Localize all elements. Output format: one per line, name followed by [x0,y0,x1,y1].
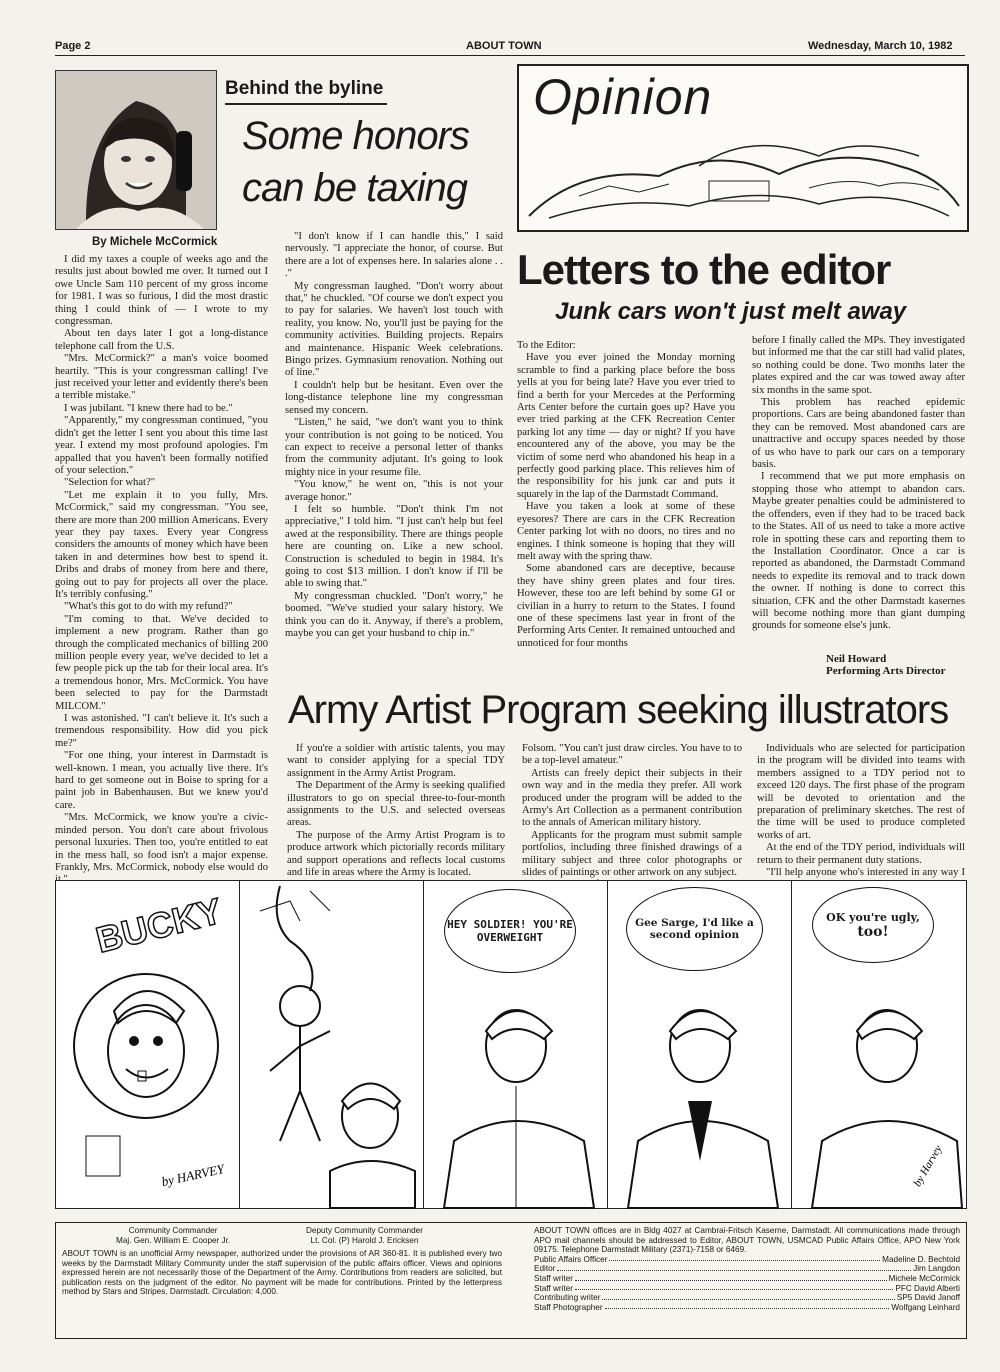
army-text-col2 [522,743,742,879]
staff-role: Staff writer [534,1273,573,1283]
letters-headline: Letters to the editor [517,246,891,293]
disclaimer: ABOUT TOWN is an unofficial Army newspaper, authorized under the provisions of AR 360-81. It is published every two weeks by the Darmstadt Military Community under the staff supervision of the public affairs officer. Views and opinions expressed herein are not necessarily those of the Department of the Army. Contributions from readers are solicited, but publication rests on the judgment of the editor. No payment will be made for contributions. Printed by the letterpress method by Stars and Stripes, Darmstadt. Circulation: 4,000. [62,1249,502,1297]
comic-title: BUCKY [91,889,227,961]
byline-text-col2 [285,231,503,681]
paper-title: ABOUT TOWN [466,40,542,52]
author-photo [55,70,217,230]
page-number: Page 2 [55,40,91,52]
headline-line1: Some honors [242,114,469,158]
column-kicker: Behind the byline [225,78,384,99]
paragraph: About ten days later I got a long-distance telephone call from the U.S. [55,328,268,352]
paragraph: Artists can freely depict their subjects in their own way and in the media they prefer. All work produced under the program will be added to the Army's Art Collection as a permanent contribution to the annals of American military history. [522,767,742,829]
staff-name: Wolfgang Leinhard [891,1302,960,1312]
paragraph: "For one thing, your interest in Darmstadt is well-known. I mean, you actually live there. It's hard to get someone out in Boise to spring for a paint job in Babenhausen. But we knew you'd care. [55,750,268,811]
staff-row [534,1303,960,1313]
paragraph: My congressman chuckled. "Don't worry," he boomed. "We've studied your salary history. We think you can do it. Anyway, if there's a problem, maybe you can get your husband to chip in." [285,590,503,639]
paragraph: Folsom. "You can't just draw circles. You have to to be a top-level amateur." [522,743,742,767]
staff-row [534,1274,960,1284]
paragraph: I was jubilant. "I knew there had to be." [64,402,233,414]
paragraph: "Mrs. McCormick?" a man's voice boomed heartily. "This is your congressman calling! I've just received your letter and evidently there's been a terrible mistake." [55,353,268,402]
army-text-col1 [287,743,505,879]
staff-role: Contributing writer [534,1293,601,1303]
artist-signature-2: by Harvey [911,1143,945,1189]
paragraph: At the end of the TDY period, individuals will return to their permanent duty stations. [757,842,965,866]
staff-role: Staff Photographer [534,1302,603,1312]
staff-role: Public Affairs Officer [534,1254,608,1264]
deputy-name: Lt. Col. (P) Harold J. Ericksen [310,1235,419,1245]
paragraph: Have you ever joined the Monday morning scramble to find a parking place before the boss yells at you for being late? Have you ever tried to find a berth for your Mercedes at the Performing Arts Center before the curtain goes up? Have you ever tried parking at the CFK Recreation Center parking lot any time — day or night? If you have encountered any of the above, you may be the victim of some nerd who abandoned his heap in a perfectly good parking place. This relieves him of the responsibility for his junk car and puts it squarely in the lap of the Darmstadt Command. [517,352,735,500]
deputy-commander-block [306,1226,423,1245]
commander-title: Community Commander [128,1226,218,1235]
letter-text-col2 [752,335,965,653]
paragraph: Individuals who are selected for participation in the program will be divided into teams with members assigned to a TDY period not to exceed 120 days. The first phase of the program will be devoted to orientation and the preparation of preliminary sketches. The rest of the time will be used to produce completed works of art. [757,743,965,841]
paragraph: I was astonished. "I can't believe it. It's such a tremendous responsibility. How did you pick me?" [55,713,268,749]
office-address: ABOUT TOWN offices are in Bldg 4027 at Cambrai-Fritsch Kaserne, Darmstadt. All communications made through APO mail channels should be addressed to Editor, ABOUT TOWN, USMCAD Public Affairs Office, APO New York 09175. Telephone Darmstadt Military (2371)-7158 or 6469. [534,1226,960,1255]
comic-panel-2 [239,880,424,1209]
paragraph: My congressman laughed. "Don't worry about that," he chuckled. "Of course we don't expect you to pay for salaries. We haven't lost touch with reality, you know. No, you'll just be paying for the community activities. Building projects. Repairs and maintenance. Hispanic Week celebrations. Bingo prizes. Gymnasium renovation. Nothing out of line." [285,280,503,379]
paragraph: "Selection for what?" [64,477,156,489]
community-commander-block [116,1226,230,1245]
paragraph: "Let me explain it to you fully, Mrs. McCormick," said my congressman. "You see, there are more than 200 million Americans. Every year they pay taxes. Every year Congress considers the amounts of money which have been taken in and determines how best to spend it. Dribs and drabs of money from here and there, going out to pay for projects all over the place. It's terribly confusing." [55,489,268,600]
artist-signature: by HARVEY [160,1161,226,1190]
author-byline: By Michele McCormick [92,236,218,248]
paragraph: "Apparently," my congressman continued, "you didn't get the letter I sent you about this time last year. I extend my most profound apologies. I'm appalled that you haven't been formally notified of your selection." [55,415,268,476]
comic-panel-3 [423,880,608,1209]
paragraph: "I'm coming to that. We've decided to implement a new program. Rather than go through the complicated mechanics of billing 200 million people every year, we've decided to let a few people pick up the tab for their local area. It's a tremendous honor, Mrs. McCormick. You have been selected to pay for the Darmstadt MILCOM." [55,613,268,712]
masthead-footer [55,1222,967,1339]
paragraph: "What's this got to do with my refund?" [64,601,233,613]
paragraph: I recommend that we put more emphasis on stopping those who attempt to abandon cars. Maybe greater penalties could be administered to the offenders, even if they had to be traced back to the States. All of us need to take a more active role in spotting these cars and reporting them to the Installation Coordinator. Once a car is reported as abandoned, the Darmstadt Command needs to expedite its removal and to track down the owner. If nothing is done to correct this situation, CFK and the other Darmstadt kasernes will become nothing more than giant dumping grounds for someone else's junk. [752,471,965,632]
speech-bubble-3-text: OK you're ugly, [826,910,920,924]
army-headline: Army Artist Program seeking illustrators [288,688,949,732]
paragraph: "Mrs. McCormick, we know you're a civic-minded person. You don't care about frivolous personal luxuries. Then too, you're entitled to eat in the mess hall, so food isn't a major expense. Frankly, Mrs. McCormick, nobody else would do [55,812,268,873]
paragraph: Applicants for the program must submit sample portfolios, including three finished drawings of a military subject and three color photographs or slides of paintings or other artwork on any subject. [522,829,742,879]
paragraph: before I finally called the MPs. They investigated but informed me that the car still had valid plates, so nothing could be done. Two months later the plates expired and the car was towed away after six months in the same spot. [752,335,965,396]
staff-row [534,1264,960,1274]
speech-bubble-2: Gee Sarge, I'd like a second opinion [626,887,763,971]
paragraph: Some abandoned cars are deceptive, because they have shiny green plates and four tires. However, these too are left behind by some GI or civilian in a hurry to return to the States. I found one of these specimens last year in front of the Performing Arts Center. It remained untouched and unnoticed for four months [517,563,735,649]
staff-role: Staff writer [534,1283,573,1293]
office-info [534,1226,960,1312]
paragraph: The Department of the Army is seeking qualified illustrators to go on special three-to-four-month assignments to the U.S. and selected overseas areas. [287,780,505,829]
letter-signature-name: Neil Howard [826,653,887,665]
byline-text-col1 [55,254,268,873]
headline-line2: can be taxing [242,166,467,210]
staff-row [534,1284,960,1294]
paragraph: "You know," he went on, "this is not your average honor." [285,479,503,503]
army-text-col3 [757,743,965,879]
letter-signature-title: Performing Arts Director [826,665,946,677]
speech-bubble-3-emphasis: too! [857,923,889,940]
staff-row [534,1293,960,1303]
comic-panel-4 [607,880,792,1209]
letter-text-col1 [517,340,735,680]
paragraph: "Listen," he said, "we don't want you to think your contribution is not going to be noticed. You can expect to receive a personal letter of thanks from the community adjutant. It's going to look mighty nice in your resume file. [285,417,503,478]
letters-subhead: Junk cars won't just melt away [555,298,907,325]
salutation: To the Editor: [517,340,576,351]
staff-row [534,1255,960,1265]
staff-name: PFC David Alberti [895,1283,960,1293]
commander-name: Maj. Gen. William E. Cooper Jr. [116,1235,231,1245]
paragraph: Have you taken a look at some of these eyesores? There are cars in the CFK Recreation Center parking lot with no doors, no tires and no engines. I think someone is hoping that they will melt away with the spring thaw. [517,501,735,562]
paragraph: I felt so humble. "Don't think I'm not appreciative," I told him. "I just can't help but feel awed at the responsibility. There are things people here are counting on. Like a new school. Construction is scheduled to begin in 1984. It's going to cost $13 million. I don't know if I'll be able to swing that." [285,503,503,590]
opinion-banner-title: Opinion [533,69,713,125]
staff-role: Editor [534,1264,556,1274]
staff-name: Jim Langdon [913,1264,960,1274]
paragraph: "I'll help anyone who's interested in any way I [766,867,965,879]
opinion-banner [517,64,969,232]
deputy-title: Deputy Community Commander [306,1226,423,1235]
speech-bubble-1: HEY SOLDIER! YOU'RE OVERWEIGHT [444,889,576,973]
sculpture-illustration [519,126,967,230]
staff-name: Michele McCormick [888,1273,960,1283]
paragraph: I couldn't help but be hesitant. Even over the long-distance telephone line my congressman sensed my concern. [285,379,503,416]
comic-panel-5 [791,880,967,1209]
comic-panel-1 [55,880,240,1209]
staff-name: SP5 David Janoff [896,1293,960,1303]
paragraph: I did my taxes a couple of weeks ago and the results just about bowled me over. It turned out I owe Uncle Sam 110 percent of my gross income for 1981. I was so furious, I did the most drastic thing I could think of — I wrote to my congressman. [55,254,268,328]
paragraph: The purpose of the Army Artist Program is to produce artwork which pictorially records military and support operations and reflects local customs and life in areas where the Army is located. [287,829,505,879]
paragraph: This problem has reached epidemic proportions. Cars are being abandoned faster than they can be removed. Most abandoned cars are unattractive and occupy spaces needed by those of us who have to park our cars on a temporary basis. [752,397,965,471]
staff-name: Madeline D. Bechtold [882,1254,960,1264]
paragraph: If you're a soldier with artistic talents, you may want to consider applying for a special TDY assignment in the Army Artist Program. [287,743,505,779]
paragraph: "I don't know if I can handle this," I said nervously. "I appreciate the honor, of course. But there are a lot of expenses here. In salaries alone . . ." [285,231,503,280]
issue-date: Wednesday, March 10, 1982 [808,40,953,52]
